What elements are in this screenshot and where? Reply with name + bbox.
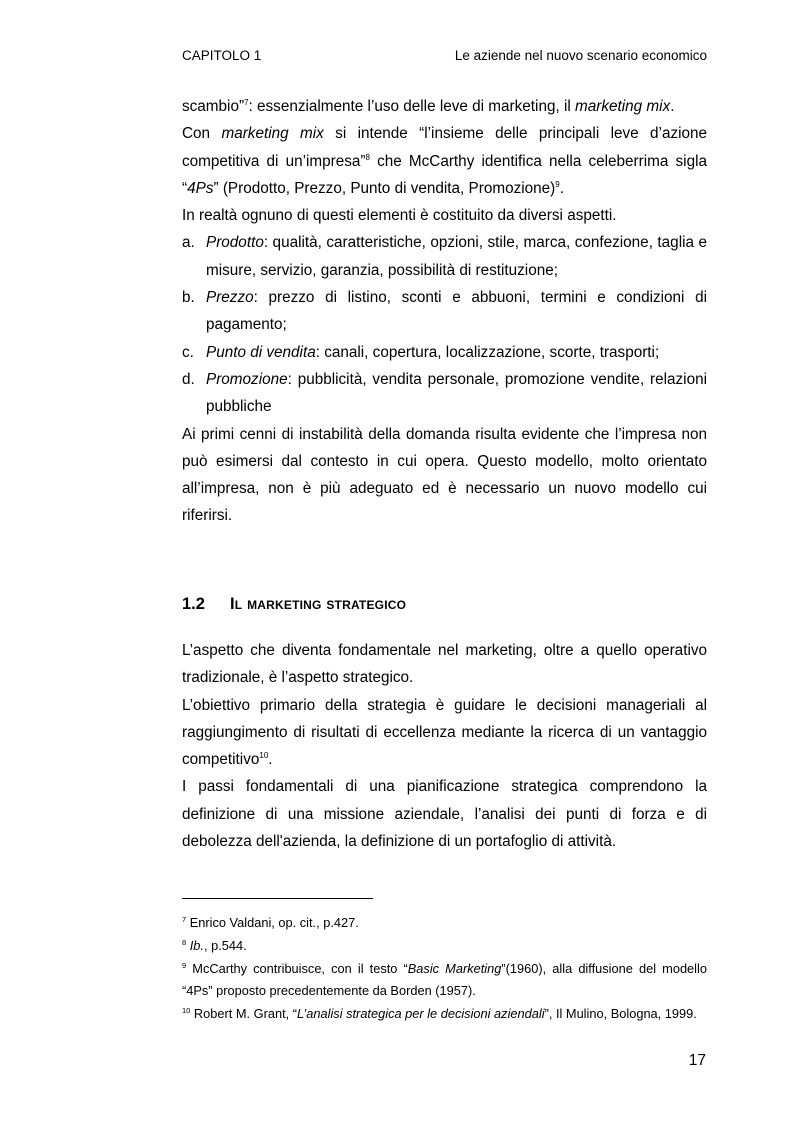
- footnote-ref-10[interactable]: 10: [259, 751, 269, 761]
- section-number: 1.2: [182, 595, 205, 613]
- footnote-ref-7[interactable]: 7: [244, 98, 249, 107]
- footnote-9: $^9$ McCarthy contribuisce, con il testo “Basic Marketing”(1960), alla diffusione del modello “4Ps” proposto precedentemente da Borden (1957).: [182, 960, 707, 999]
- paragraph-marketing-mix: Con marketing mix si intende “l’insieme delle principali leve d’azione competitiva di un’impresa”$^8$ che McCarthy identifica nella celeberrima sigla “4Ps” (Prodotto, Prezzo, Punto di vendita, Promozione)$^9$.: [182, 125, 708, 197]
- footnotes: [182, 912, 707, 1026]
- list-item: d. Promozione: pubblicità, vendita personale, promozione vendite, relazioni pubbliche: [182, 370, 707, 416]
- section-title: Il marketing strategico: [230, 595, 407, 613]
- header-title: Le aziende nel nuovo scenario economico: [454, 48, 707, 63]
- page-number: 17: [688, 1052, 706, 1069]
- footnote-separator: [182, 898, 373, 899]
- footnote-8: $^8$ Ib., p.544.: [182, 937, 247, 953]
- footnote-7: $^7$ Enrico Valdani, op. cit., p.427.: [182, 915, 359, 930]
- list-item: a. Prodotto: qualità, caratteristiche, opzioni, stile, marca, confezione, taglia e misure, servizio, garanzia, possibilità di restituzione;: [182, 234, 707, 279]
- footnote-ref-9[interactable]: 9: [555, 179, 560, 189]
- section-body: [182, 637, 707, 855]
- paragraph-closing: Ai primi cenni di instabilità della domanda risulta evidente che l’impresa non può esimersi dal contesto in cui opera. Questo modello, molto orientato all’impresa, non è più adeguato ed è necessario un nuovo modello cui riferirsi.: [182, 425, 707, 525]
- list-item: c. Punto di vendita: canali, copertura, localizzazione, scorte, trasporti;: [182, 343, 660, 361]
- body-text: [182, 93, 707, 530]
- paragraph-aspetto: L’aspetto che diventa fondamentale nel marketing, oltre a quello operativo tradizionale, è l’aspetto strategico.: [182, 642, 707, 687]
- paragraph-scambio: scambio”$^7$: essenzialmente l’uso delle leve di marketing, il marketing mix.: [182, 98, 675, 115]
- four-ps-list: [182, 229, 707, 420]
- footnote-ref-8[interactable]: 8: [365, 152, 370, 162]
- footnote-10: $^{10}$ Robert M. Grant, “L’analisi strategica per le decisioni aziendali”, Il Mulino, Bologna, 1999.: [182, 1006, 697, 1022]
- running-header: [182, 48, 707, 66]
- list-item: b. Prezzo: prezzo di listino, sconti e abbuoni, termini e condizioni di pagamento;: [182, 289, 707, 334]
- paragraph-elementi: In realtà ognuno di questi elementi è costituito da diversi aspetti.: [182, 207, 617, 225]
- header-chapter: CAPITOLO 1: [182, 48, 262, 63]
- paragraph-passi: I passi fondamentali di una pianificazione strategica comprendono la definizione di una missione aziendale, l’analisi dei punti di forza e di debolezza dell'azienda, la definizione di un portafoglio di attività.: [182, 778, 707, 851]
- paragraph-obiettivo: L’obiettivo primario della strategia è guidare le decisioni manageriali al raggiungimento di risultati di eccellenza mediante la ricerca di un vantaggio competitivo$^{10}$.: [182, 696, 707, 769]
